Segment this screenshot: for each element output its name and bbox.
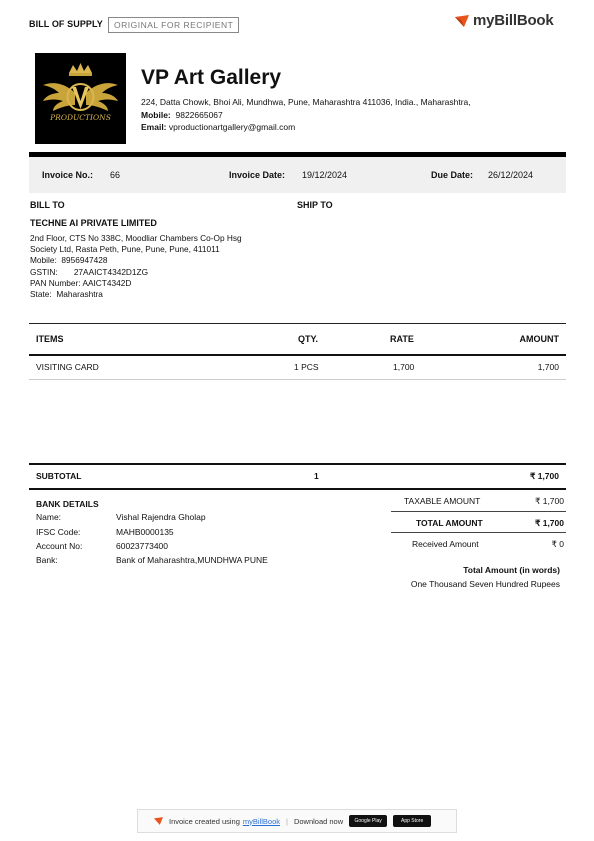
received-amount-label: Received Amount <box>412 539 479 549</box>
business-logo <box>35 53 126 144</box>
subtotal-qty: 1 <box>314 471 319 481</box>
customer-pan: AAICT4342D <box>82 277 132 288</box>
customer-name: TECHNE AI PRIVATE LIMITED <box>30 218 157 228</box>
customer-address-line-2: Society Ltd, Rasta Peth, Pune, Pune, Pune, 411011 <box>30 244 220 255</box>
subtotal-bottom-rule <box>29 488 566 490</box>
footer-promo: Invoice created using myBillBook | Download now Google Play App Store <box>137 809 457 833</box>
row-rate: 1,700 <box>393 362 415 372</box>
footer-brand-link[interactable]: myBillBook <box>242 816 280 826</box>
bank-ifsc: MAHB0000135 <box>116 527 174 537</box>
business-name: VP Art Gallery <box>141 66 282 89</box>
business-email: vproductionartgallery@gmail.com <box>168 122 296 132</box>
row-item: VISITING CARD <box>36 362 99 372</box>
bank-account-holder: Vishal Rajendra Gholap <box>116 512 206 522</box>
business-email-label: Email: <box>141 122 167 132</box>
table-top-rule <box>29 323 566 324</box>
received-amount: ₹ 0 <box>551 539 564 549</box>
customer-state: Maharashtra <box>56 289 103 300</box>
bank-ifsc-label: IFSC Code: <box>36 527 81 537</box>
bank-details-heading: BANK DETAILS <box>36 499 99 509</box>
taxable-amount: ₹ 1,700 <box>534 496 564 506</box>
table-header-rule <box>29 354 566 356</box>
total-amount-label: TOTAL AMOUNT <box>416 518 483 528</box>
copy-label-badge: ORIGINAL FOR RECIPIENT <box>108 17 239 33</box>
mybillbook-small-logo-icon <box>154 817 163 825</box>
brand-name: myBillBook <box>473 12 554 29</box>
subtotal-amount: ₹ 1,700 <box>529 471 559 481</box>
due-date: 26/12/2024 <box>488 170 534 180</box>
bank-account-number: 60023773400 <box>116 541 169 551</box>
bank-account-label: Account No: <box>36 541 83 551</box>
brand-logo <box>455 12 554 29</box>
col-rate-header: RATE <box>390 334 414 344</box>
col-items-header: ITEMS <box>36 334 64 344</box>
mybillbook-logo-icon <box>455 15 469 27</box>
subtotal-top-rule <box>29 463 566 465</box>
invoice-date: 19/12/2024 <box>302 170 348 180</box>
total-amount: ₹ 1,700 <box>534 518 564 528</box>
bank-name: Bank of Maharashtra,MUNDHWA PUNE <box>116 555 268 565</box>
col-qty-header: QTY. <box>298 334 319 344</box>
footer-created-text: Invoice created using <box>169 816 240 826</box>
customer-address-line-1: 2nd Floor, CTS No 338C, Moodliar Chambers Co-Op Hsg <box>30 233 242 243</box>
invoice-no: 66 <box>110 170 121 180</box>
customer-state-label: State: <box>30 289 52 300</box>
row-divider <box>29 379 566 380</box>
bill-to-heading: BILL TO <box>30 200 65 210</box>
taxable-amount-label: TAXABLE AMOUNT <box>404 496 481 506</box>
bank-name-label: Name: <box>36 512 62 522</box>
invoice-info-bar <box>29 157 566 193</box>
bank-label: Bank: <box>36 555 58 565</box>
customer-mobile: 8956947428 <box>61 255 108 266</box>
business-mobile-label: Mobile: <box>141 109 171 120</box>
customer-pan-label: PAN Number: <box>30 277 81 288</box>
customer-mobile-label: Mobile: <box>30 255 57 266</box>
col-amount-header: AMOUNT <box>519 334 559 344</box>
summary-rule-2 <box>391 532 566 533</box>
due-date-label: Due Date: <box>431 170 474 180</box>
subtotal-label: SUBTOTAL <box>36 471 82 481</box>
document-type: BILL OF SUPPLY <box>29 19 103 29</box>
google-play-badge[interactable]: Google Play <box>349 815 387 827</box>
app-store-badge[interactable]: App Store <box>393 815 431 827</box>
business-mobile: 9822665067 <box>175 109 223 120</box>
logo-caption: PRODUCTIONS <box>50 113 111 122</box>
footer-download-text: Download now <box>293 816 344 826</box>
business-address: 224, Datta Chowk, Bhoi Ali, Mundhwa, Pune, Maharashtra 411036, India., Maharashtra, <box>141 97 471 107</box>
customer-details <box>30 233 242 300</box>
summary-rule-1 <box>391 511 566 512</box>
row-amount: 1,700 <box>537 362 559 372</box>
ship-to-heading: SHIP TO <box>297 200 333 210</box>
customer-gstin: 27AAICT4342D1ZG <box>73 266 149 277</box>
row-qty: 1 PCS <box>294 362 319 372</box>
amount-in-words-label: Total Amount (in words) <box>463 565 560 575</box>
winged-crown-logo-icon <box>35 53 126 144</box>
invoice-date-label: Invoice Date: <box>229 170 286 180</box>
customer-gstin-label: GSTIN: <box>30 266 58 277</box>
invoice-no-label: Invoice No.: <box>42 170 94 180</box>
business-contact <box>141 96 561 134</box>
amount-in-words: One Thousand Seven Hundred Rupees <box>410 579 560 589</box>
